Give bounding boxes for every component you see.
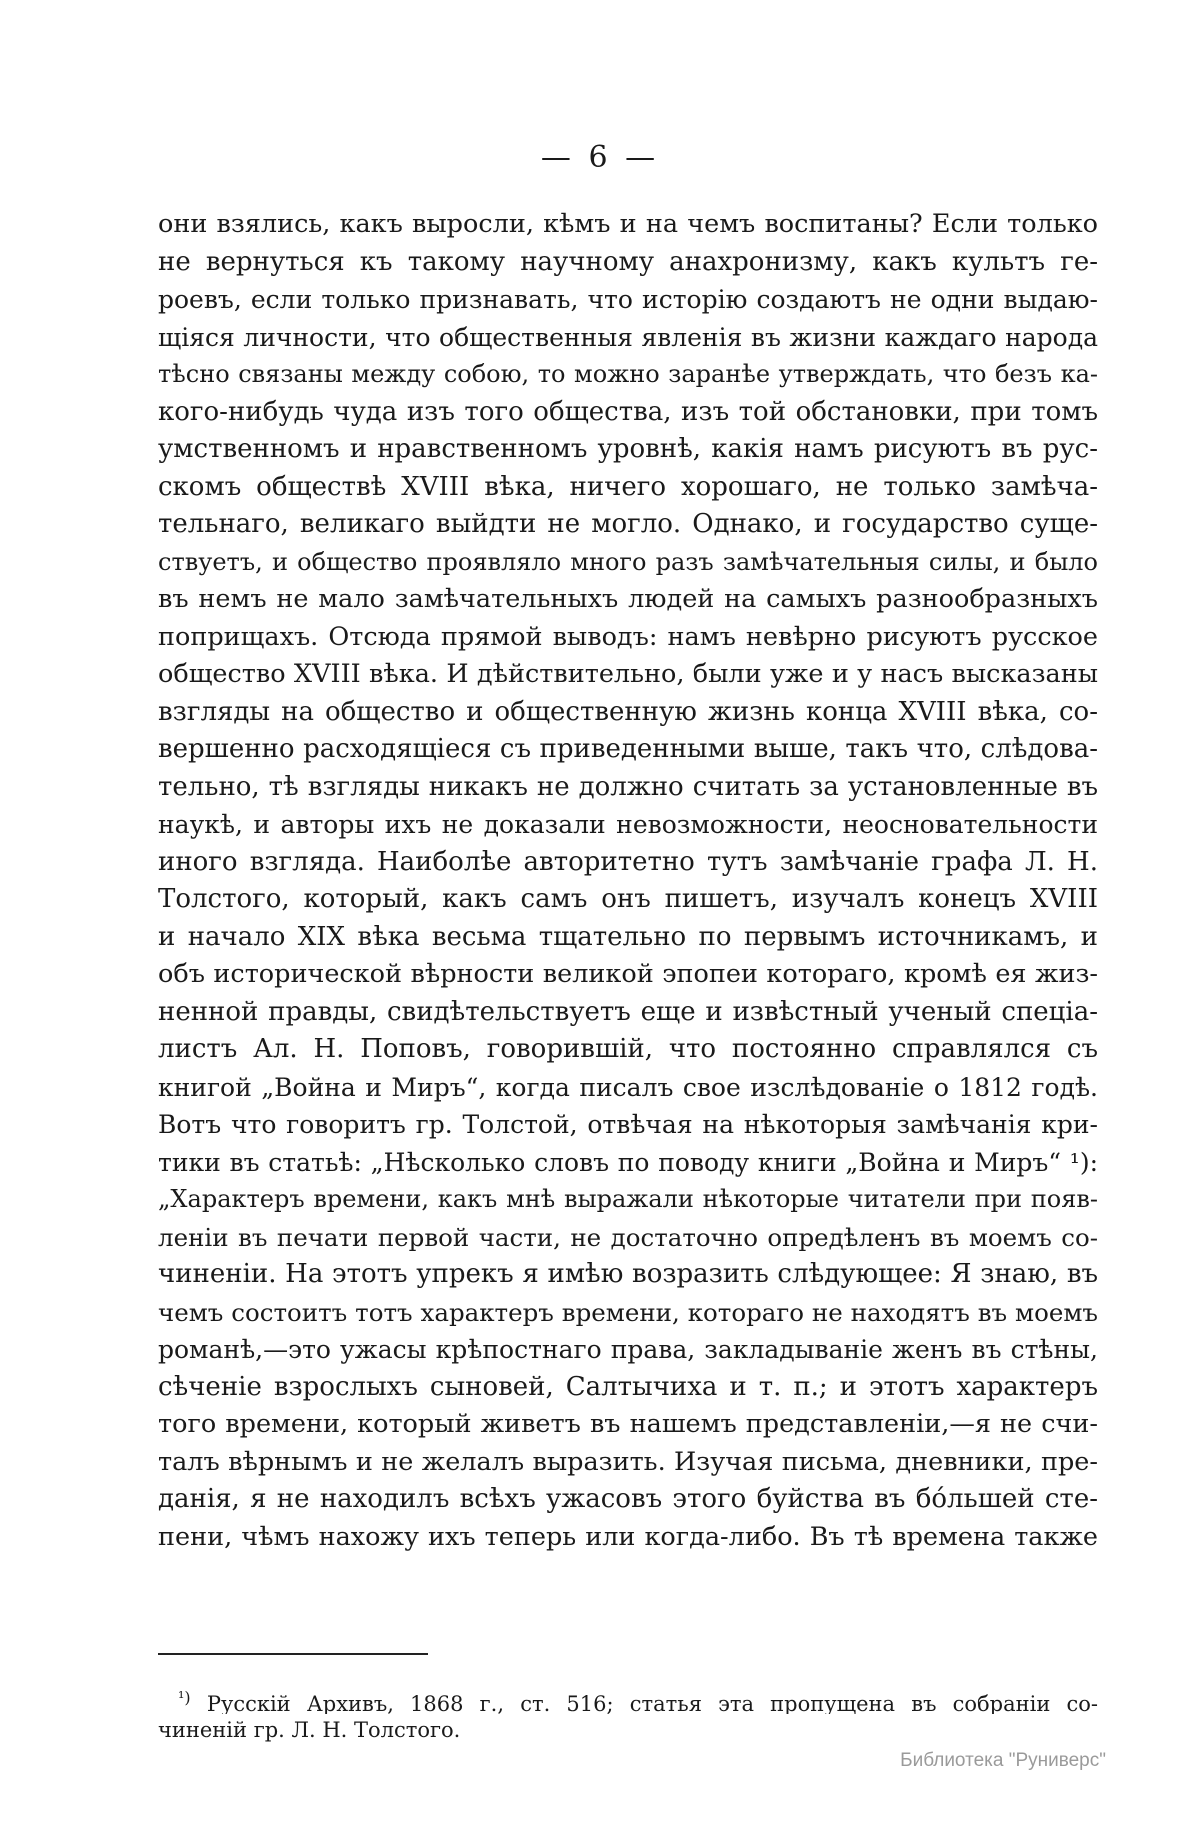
text-line: иного взгляда. Наиболѣе авторитетно тутъ замѣчаніе графа Л. Н. (158, 846, 1098, 877)
text-line: тельнаго, великаго выйдти не могло. Однако, и государство суще- (158, 509, 1098, 539)
text-line: скомъ обществѣ XVIII вѣка, ничего хорошаго, не только замѣча- (158, 471, 1098, 502)
text-line: тики въ статьѣ: „Нѣсколько словъ по поводу книги „Война и Миръ“ ¹): (158, 1147, 1098, 1177)
text-line: въ немъ не мало замѣчательныхъ людей на самыхъ разнообразныхъ (158, 584, 1098, 614)
text-line: пени, чѣмъ нахожу ихъ теперь или когда-либо. Въ тѣ времена также (158, 1521, 1098, 1552)
text-line: тѣсно связаны между собою, то можно заранѣе утверждать, что безъ ка- (158, 360, 1098, 388)
text-line: леніи въ печати первой части, не достаточно опредѣленъ въ моемъ со- (158, 1222, 1098, 1252)
footnote-line: чиненій гр. Л. Н. Толстого. (158, 1718, 461, 1742)
text-line: того времени, который живетъ въ нашемъ представленіи,—я не счи- (158, 1409, 1098, 1439)
text-line: не вернуться къ такому научному анахронизму, какъ культъ ге- (158, 246, 1098, 277)
text-line: данія, я не находилъ всѣхъ ужасовъ этого буйства въ бóльшей сте- (158, 1484, 1098, 1514)
footnote-text: Русскій Архивъ, 1868 г., ст. 516; статья эта пропущена въ собраніи со- (206, 1692, 1098, 1714)
text-line: тельно, тѣ взгляды никакъ не должно считать за установленные въ (158, 771, 1098, 802)
footnotes (158, 1682, 1098, 1746)
text-line: чемъ состоитъ тотъ характеръ времени, котораго не находятъ въ моемъ (158, 1297, 1098, 1327)
text-line: ствуетъ, и общество проявляло много разъ замѣчательныя силы, и было (158, 547, 1098, 576)
text-line: общество XVIII вѣка. И дѣйствительно, были уже и у насъ высказаны (158, 659, 1098, 689)
library-watermark: Библиотека "Руниверс" (900, 1750, 1106, 1771)
text-line: сѣченіе взрослыхъ сыновей, Салтычиха и т. п.; и этотъ характеръ (158, 1371, 1098, 1402)
text-line: романѣ,—это ужасы крѣпостнаго права, закладываніе женъ въ стѣны, (158, 1335, 1098, 1364)
footnote-marker: ¹) (178, 1688, 191, 1707)
text-line: щіяся личности, что общественныя явленія въ жизни каждаго народа (158, 322, 1098, 352)
text-line: книгой „Война и Миръ“, когда писалъ свое изслѣдованіе о 1812 годѣ. (158, 1072, 1098, 1102)
text-line: Толстого, который, какъ самъ онъ пишетъ, изучалъ конецъ XVIII (158, 884, 1098, 914)
body-text (158, 206, 1098, 1556)
text-line: Вотъ что говоритъ гр. Толстой, отвѣчая на нѣкоторыя замѣчанія кри- (158, 1110, 1098, 1139)
text-line: они взялись, какъ выросли, кѣмъ и на чемъ воспитаны? Если только (158, 209, 1098, 239)
text-line: и начало XIX вѣка весьма тщательно по первымъ источникамъ, и (158, 921, 1098, 952)
text-line: талъ вѣрнымъ и не желалъ выразить. Изучая письма, дневники, пре- (158, 1446, 1098, 1477)
text-line: взгляды на общество и общественную жизнь конца XVIII вѣка, со- (158, 696, 1098, 727)
text-line: чиненіи. На этотъ упрекъ я имѣю возразить слѣдующее: Я знаю, въ (158, 1259, 1098, 1289)
text-line: „Характеръ времени, какъ мнѣ выражали нѣкоторые читатели при появ- (158, 1185, 1098, 1213)
text-line: наукѣ, и авторы ихъ не доказали невозможности, неосновательности (158, 810, 1098, 839)
text-line: умственномъ и нравственномъ уровнѣ, какія намъ рисуютъ въ рус- (158, 434, 1098, 464)
footnote-divider (158, 1653, 428, 1655)
text-line: ненной правды, свидѣтельствуетъ еще и извѣстный ученый спеціа- (158, 996, 1098, 1027)
text-line: вершенно расходящіеся съ приведенными выше, такъ что, слѣдова- (158, 734, 1098, 764)
text-line: кого-нибудь чуда изъ того общества, изъ той обстановки, при томъ (158, 396, 1098, 427)
text-line: поприщахъ. Отсюда прямой выводъ: намъ невѣрно рисуютъ русское (158, 621, 1098, 652)
text-line: роевъ, если только признавать, что исторію создаютъ не одни выдаю- (158, 285, 1098, 314)
page-number: — 6 — (540, 140, 660, 175)
text-line: листъ Ал. Н. Поповъ, говорившій, что постоянно справлялся съ (158, 1034, 1098, 1064)
footnote-line (158, 1682, 1098, 1714)
text-line: объ исторической вѣрности великой эпопеи котораго, кромѣ ея жиз- (158, 959, 1098, 989)
